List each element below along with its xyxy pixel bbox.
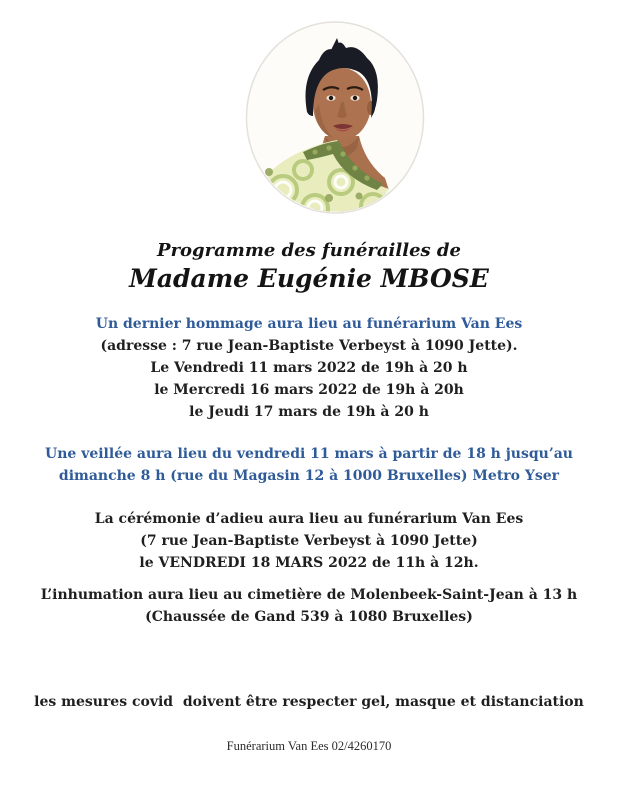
section-inhumation [0,584,618,628]
covid-notice-text: les mesures covid doivent être respecter gel, masque et distanciation [34,694,584,710]
inhumation-address: (Chaussée de Gand 539 à 1080 Bruxelles) [145,609,473,625]
program-body [0,313,618,754]
portrait-photo-illustration [245,20,425,215]
hommage-address: (adresse : 7 rue Jean-Baptiste Verbeyst à 1090 Jette). [100,338,518,354]
hommage-date-2: le Mercredi 16 mars 2022 de 19h à 20h [154,382,464,398]
ceremonie-address: (7 rue Jean-Baptiste Verbeyst à 1090 Jette) [140,533,478,549]
section-veillee [0,443,618,487]
veillee-line-1: Une veillée aura lieu du vendredi 11 mars à partir de 18 h jusqu’au [45,446,573,462]
ceremonie-date: le VENDREDI 18 MARS 2022 de 11h à 12h. [139,555,479,571]
section-ceremonie [0,508,618,574]
hommage-date-1: Le Vendredi 11 mars 2022 de 19h à 20 h [150,360,468,376]
portrait-photo [245,20,425,215]
deceased-name-title: Madame Eugénie MBOSE [129,264,489,293]
title-block [0,238,618,294]
hommage-date-3: le Jeudi 17 mars de 19h à 20 h [189,404,429,420]
ceremonie-line: La cérémonie d’adieu aura lieu au funérarium Van Ees [94,511,524,527]
section-hommage [0,313,618,423]
funeral-home-footer: Funérarium Van Ees 02/4260170 [226,739,392,753]
inhumation-line: L’inhumation aura lieu au cimetière de Molenbeek-Saint-Jean à 13 h [40,587,578,603]
covid-notice [0,691,618,713]
hommage-line: Un dernier hommage aura lieu au funérarium Van Ees [95,316,523,332]
veillee-line-2: dimanche 8 h (rue du Magasin 12 à 1000 Bruxelles) Metro Yser [58,468,560,484]
program-subtitle: Programme des funérailles de [157,240,461,261]
